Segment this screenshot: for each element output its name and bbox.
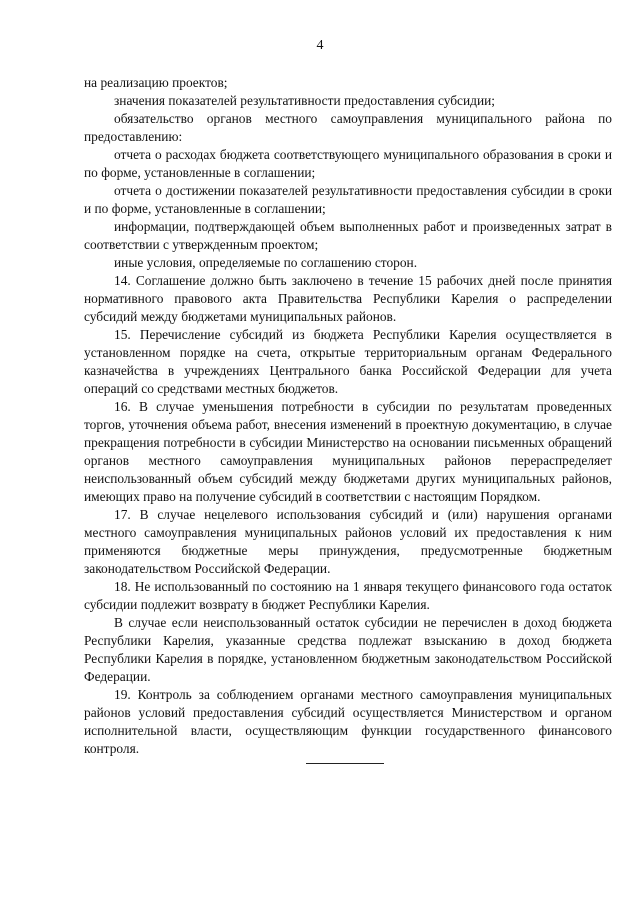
paragraph: на реализацию проектов; [84,75,228,90]
paragraph: 17. В случае нецелевого использования субсидий и (или) нарушения органами местного самоуправления муниципальных районов условий их предоставления к ним применяются бюджетные меры принуждения, предусмотренные бюджетным законодательством Российской Федерации. [84,507,612,576]
paragraph: 19. Контроль за соблюдением органами местного самоуправления муниципальных районов условий предоставления субсидий осуществляется Министерством и органом исполнительной власти, осуществляющим функции государственного финансового контроля. [84,687,612,756]
paragraph: информации, подтверждающей объем выполненных работ и произведенных затрат в соответствии с утвержденным проектом; [84,219,612,252]
page-number: 4 [316,38,324,53]
paragraph: иные условия, определяемые по соглашению сторон. [114,255,418,270]
paragraph: 15. Перечисление субсидий из бюджета Республики Карелия осуществляется в установленном порядке на счета, открытые территориальным органам Федерального казначейства в учреждениях Центрального банка Российской Федерации для учета операций со средствами местных бюджетов. [84,327,612,396]
paragraph: отчета о расходах бюджета соответствующего муниципального образования в сроки и по форме, установленные в соглашении; [84,147,612,180]
paragraph: 14. Соглашение должно быть заключено в течение 15 рабочих дней после принятия нормативного правового акта Правительства Республики Карелия о распределении субсидий между бюджетами муниципальных районов. [84,273,612,324]
paragraph: обязательство органов местного самоуправления муниципального района по предоставлению: [84,111,612,144]
paragraph: 18. Не использованный по состоянию на 1 января текущего финансового года остаток субсидии подлежит возврату в бюджет Республики Карелия. [84,579,612,612]
end-divider [306,763,384,764]
paragraph: В случае если неиспользованный остаток субсидии не перечислен в доход бюджета Республики Карелия, указанные средства подлежат взысканию в доход бюджета Республики Карелия в порядке, установленном бюджетным законодательством Российской Федерации. [84,615,612,684]
paragraph: значения показателей результативности предоставления субсидии; [114,93,496,108]
paragraph: 16. В случае уменьшения потребности в субсидии по результатам проведенных торгов, уточнения объема работ, внесения изменений в проектную документацию, в случае прекращения потребности в субсидии Министерство на основании письменных обращений органов местного самоуправления муниципальных районов перераспределяет неиспользованный объем субсидий между бюджетами других муниципальных районов, имеющих право на получение субсидий в соответствии с настоящим Порядком. [84,399,612,504]
paragraph: отчета о достижении показателей результативности предоставления субсидии в сроки и по форме, установленные в соглашении; [84,183,612,216]
document-body [84,74,612,758]
